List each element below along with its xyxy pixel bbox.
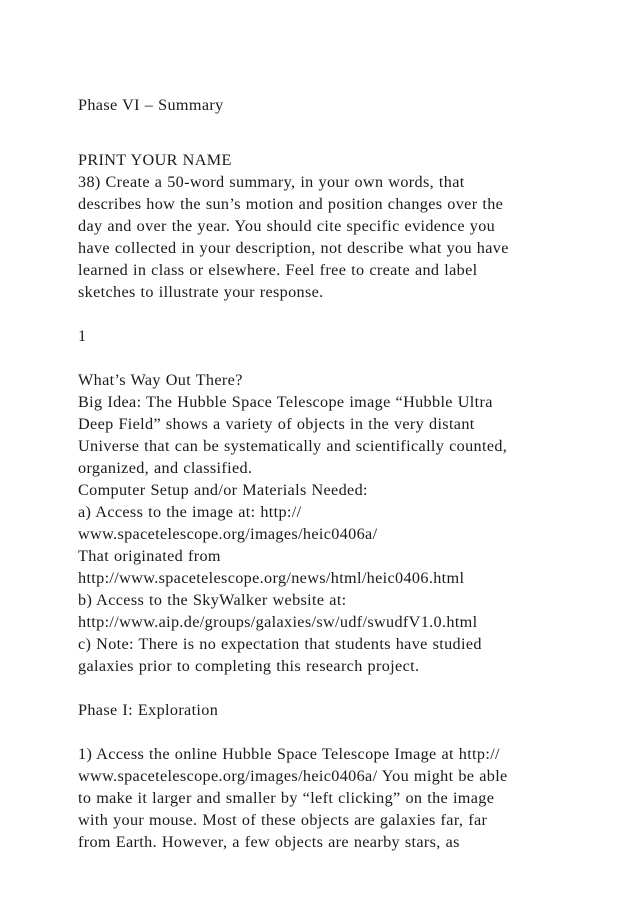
intro-line: c) Note: There is no expectation that students have studied bbox=[78, 635, 482, 653]
intro-line: http://www.spacetelescope.org/news/html/heic0406.html bbox=[78, 569, 465, 587]
intro-line: Big Idea: The Hubble Space Telescope image “Hubble Ultra bbox=[78, 393, 493, 411]
q1-line: 1) Access the online Hubble Space Telescope Image at http:// bbox=[78, 745, 500, 763]
document-page bbox=[78, 94, 630, 853]
print-name-label: PRINT YOUR NAME bbox=[78, 151, 232, 169]
intro-line: a) Access to the image at: http:// bbox=[78, 503, 302, 521]
phase-i-heading: Phase I: Exploration bbox=[78, 701, 219, 719]
intro-line: Computer Setup and/or Materials Needed: bbox=[78, 481, 368, 499]
q1-line: with your mouse. Most of these objects are galaxies far, far bbox=[78, 811, 488, 829]
intro-line: b) Access to the SkyWalker website at: bbox=[78, 591, 347, 609]
intro-line: Deep Field” shows a variety of objects in the very distant bbox=[78, 415, 475, 433]
spacer bbox=[78, 721, 630, 743]
spacer bbox=[78, 677, 630, 699]
spacer bbox=[78, 116, 630, 149]
q1-line: from Earth. However, a few objects are nearby stars, as bbox=[78, 833, 460, 851]
page-number: 1 bbox=[78, 327, 87, 345]
q1-line: to make it larger and smaller by “left clicking” on the image bbox=[78, 789, 495, 807]
intro-line: http://www.aip.de/groups/galaxies/sw/udf/swudfV1.0.html bbox=[78, 613, 478, 631]
q1-line: www.spacetelescope.org/images/heic0406a/ You might be able bbox=[78, 767, 508, 785]
intro-line: That originated from bbox=[78, 547, 221, 565]
intro-line: organized, and classified. bbox=[78, 459, 253, 477]
intro-line: Universe that can be systematically and scientifically counted, bbox=[78, 437, 508, 455]
phase-vi-heading: Phase VI – Summary bbox=[78, 96, 224, 114]
q38-line: sketches to illustrate your response. bbox=[78, 283, 324, 301]
q38-line: learned in class or elsewhere. Feel free to create and label bbox=[78, 261, 478, 279]
spacer bbox=[78, 303, 630, 325]
intro-line: www.spacetelescope.org/images/heic0406a/ bbox=[78, 525, 378, 543]
q38-line: 38) Create a 50-word summary, in your own words, that bbox=[78, 173, 465, 191]
spacer bbox=[78, 347, 630, 369]
q38-line: day and over the year. You should cite specific evidence you bbox=[78, 217, 496, 235]
intro-line: galaxies prior to completing this research project. bbox=[78, 657, 420, 675]
q38-line: have collected in your description, not describe what you have bbox=[78, 239, 509, 257]
q38-line: describes how the sun’s motion and position changes over the bbox=[78, 195, 504, 213]
intro-line: What’s Way Out There? bbox=[78, 371, 243, 389]
